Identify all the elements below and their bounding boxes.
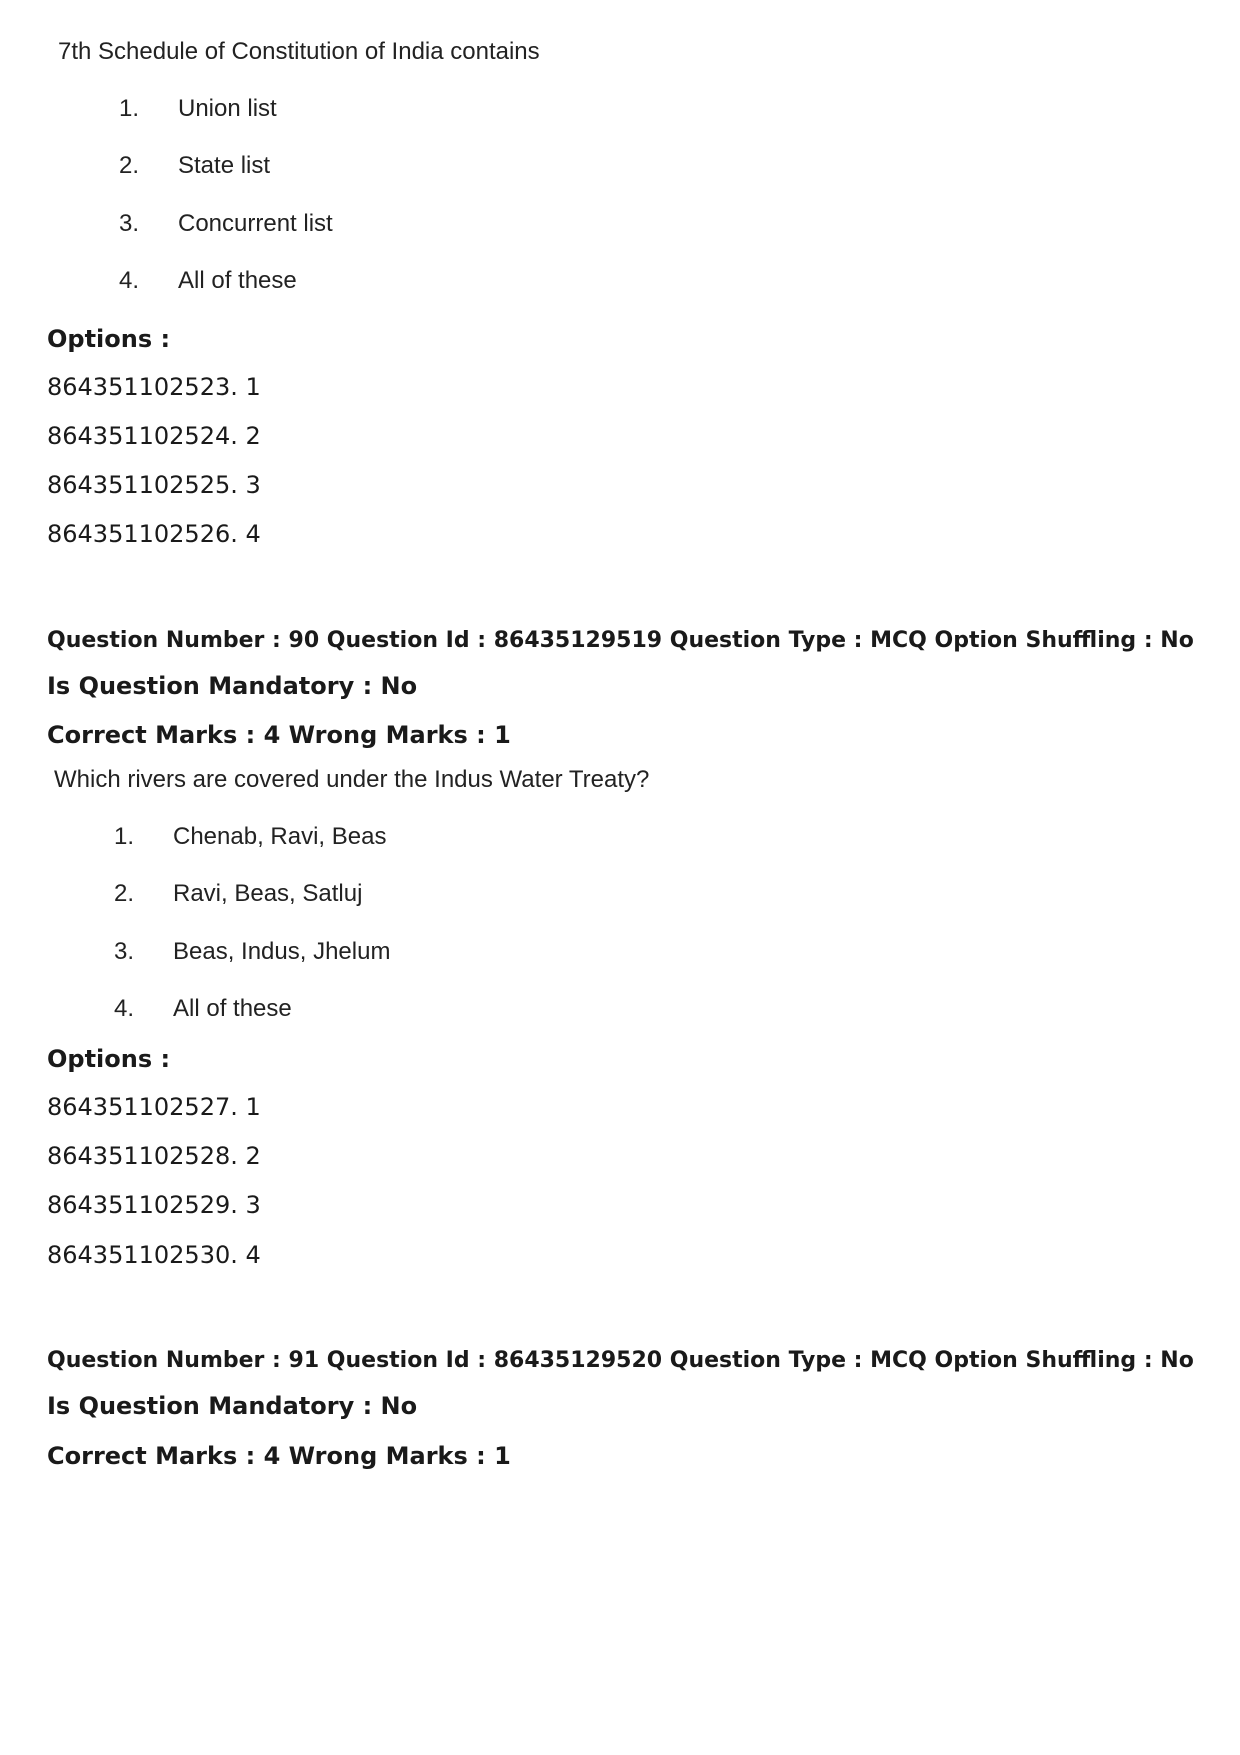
- question-text: 7th Schedule of Constitution of India contains: [58, 38, 540, 65]
- choice-text: All of these: [173, 995, 292, 1022]
- option-item: 864351102526. 4: [47, 520, 261, 548]
- question-mandatory: Is Question Mandatory : No: [47, 1392, 418, 1420]
- question-marks: Correct Marks : 4 Wrong Marks : 1: [47, 721, 511, 749]
- choice-number: 4.: [119, 267, 140, 294]
- option-item: 864351102523. 1: [47, 373, 261, 401]
- question-header: Question Number : 90 Question Id : 86435129519 Question Type : MCQ Option Shuffling : No: [47, 628, 1194, 653]
- question-marks: Correct Marks : 4 Wrong Marks : 1: [47, 1442, 511, 1470]
- options-label: Options :: [47, 325, 171, 353]
- choice-number: 2.: [119, 152, 140, 179]
- choice-number: 3.: [119, 210, 140, 237]
- choice-text: State list: [178, 152, 271, 179]
- choice-text: Ravi, Beas, Satluj: [173, 880, 363, 907]
- option-item: 864351102525. 3: [47, 471, 261, 499]
- choice-text: Chenab, Ravi, Beas: [173, 823, 387, 850]
- option-item: 864351102528. 2: [47, 1142, 261, 1170]
- option-item: 864351102529. 3: [47, 1191, 261, 1219]
- option-item: 864351102524. 2: [47, 422, 261, 450]
- choice-text: Beas, Indus, Jhelum: [173, 938, 391, 965]
- choice-text: Union list: [178, 95, 277, 122]
- choice-number: 2.: [114, 880, 135, 907]
- choice-number: 1.: [119, 95, 140, 122]
- choice-number: 3.: [114, 938, 135, 965]
- choice-text: Concurrent list: [178, 210, 333, 237]
- choice-number: 4.: [114, 995, 135, 1022]
- option-item: 864351102530. 4: [47, 1241, 261, 1269]
- choice-text: All of these: [178, 267, 297, 294]
- question-mandatory: Is Question Mandatory : No: [47, 672, 418, 700]
- option-item: 864351102527. 1: [47, 1093, 261, 1121]
- question-text: Which rivers are covered under the Indus Water Treaty?: [54, 766, 650, 793]
- choice-number: 1.: [114, 823, 135, 850]
- options-label: Options :: [47, 1045, 171, 1073]
- question-header: Question Number : 91 Question Id : 86435129520 Question Type : MCQ Option Shuffling : No: [47, 1348, 1194, 1373]
